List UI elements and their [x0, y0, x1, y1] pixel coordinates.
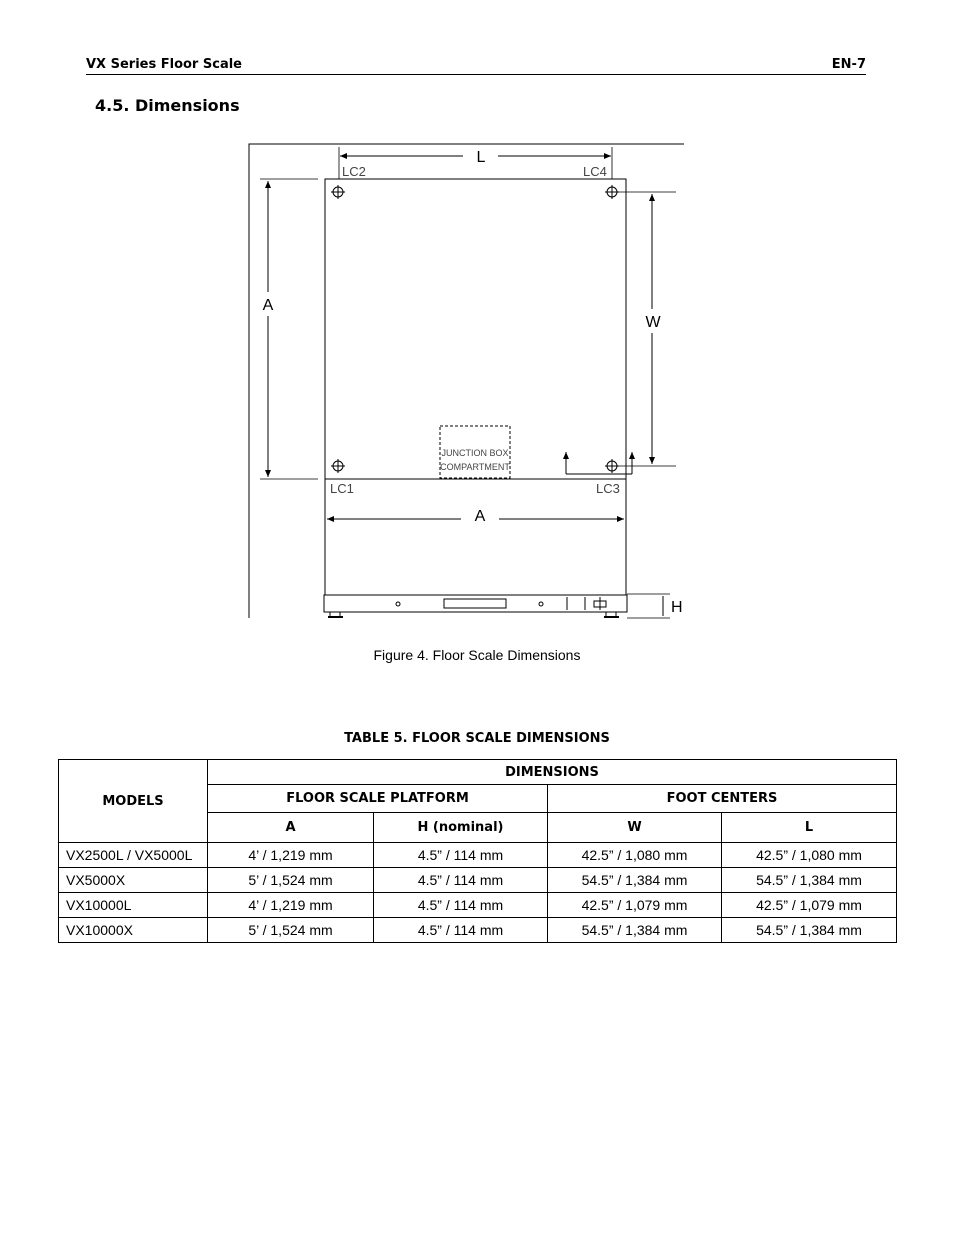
- table-row: [59, 868, 897, 893]
- platform-top-view: [325, 179, 626, 479]
- label-A-bottom: A: [474, 508, 486, 525]
- junction-box-label-line1: JUNCTION BOX: [441, 448, 509, 458]
- cell-model: VX2500L / VX5000L: [59, 843, 208, 868]
- label-LC4: LC4: [583, 164, 607, 179]
- label-A-left: A: [262, 297, 274, 314]
- cell-model: VX5000X: [59, 868, 208, 893]
- cell-W: 42.5” / 1,079 mm: [548, 893, 722, 918]
- header-title: VX Series Floor Scale: [86, 57, 242, 72]
- header-A: A: [208, 813, 374, 843]
- section-title: 4.5. Dimensions: [95, 96, 240, 115]
- figure-caption: Figure 4. Floor Scale Dimensions: [373, 647, 581, 663]
- table-row: [59, 893, 897, 918]
- cell-H: 4.5” / 114 mm: [374, 918, 548, 943]
- header-foot-centers: FOOT CENTERS: [548, 785, 897, 813]
- label-LC2: LC2: [342, 164, 366, 179]
- feet-stems: [330, 612, 616, 616]
- platform-base: [324, 595, 627, 612]
- platform-handle-slot: [444, 599, 506, 608]
- cell-model: VX10000X: [59, 918, 208, 943]
- cell-W: 54.5” / 1,384 mm: [548, 918, 722, 943]
- cell-H: 4.5” / 114 mm: [374, 843, 548, 868]
- side-hole-right: [539, 602, 543, 606]
- header-platform: FLOOR SCALE PLATFORM: [208, 785, 548, 813]
- cell-model: VX10000L: [59, 893, 208, 918]
- side-detail: [567, 597, 606, 610]
- table-row: [59, 843, 897, 868]
- label-LC1: LC1: [330, 481, 354, 496]
- cell-L: 54.5” / 1,384 mm: [722, 868, 897, 893]
- dimensions-table: [58, 759, 897, 943]
- label-LC3: LC3: [596, 481, 620, 496]
- table-title: TABLE 5. FLOOR SCALE DIMENSIONS: [344, 731, 610, 746]
- cell-H: 4.5” / 114 mm: [374, 893, 548, 918]
- outer-frame: [249, 144, 684, 618]
- header-W: W: [548, 813, 722, 843]
- junction-box-label-line2: COMPARTMENT: [440, 462, 510, 472]
- cell-L: 42.5” / 1,080 mm: [722, 843, 897, 868]
- cell-A: 5’ / 1,524 mm: [208, 868, 374, 893]
- cell-L: 42.5” / 1,079 mm: [722, 893, 897, 918]
- label-H: H: [671, 599, 683, 616]
- header-models: MODELS: [59, 760, 208, 843]
- cell-L: 54.5” / 1,384 mm: [722, 918, 897, 943]
- label-W: W: [645, 314, 661, 331]
- load-cell-symbols: [331, 185, 619, 473]
- cell-A: 4’ / 1,219 mm: [208, 843, 374, 868]
- cell-A: 4’ / 1,219 mm: [208, 893, 374, 918]
- cell-A: 5’ / 1,524 mm: [208, 918, 374, 943]
- label-L: L: [476, 149, 486, 166]
- cell-W: 42.5” / 1,080 mm: [548, 843, 722, 868]
- platform-side-walls: [325, 479, 626, 595]
- page-number: EN-7: [831, 57, 866, 72]
- header-dimensions: DIMENSIONS: [208, 760, 897, 785]
- cell-W: 54.5” / 1,384 mm: [548, 868, 722, 893]
- cell-H: 4.5” / 114 mm: [374, 868, 548, 893]
- header-H: H (nominal): [374, 813, 548, 843]
- side-hole-left: [396, 602, 400, 606]
- table-row: [59, 918, 897, 943]
- header-L: L: [722, 813, 897, 843]
